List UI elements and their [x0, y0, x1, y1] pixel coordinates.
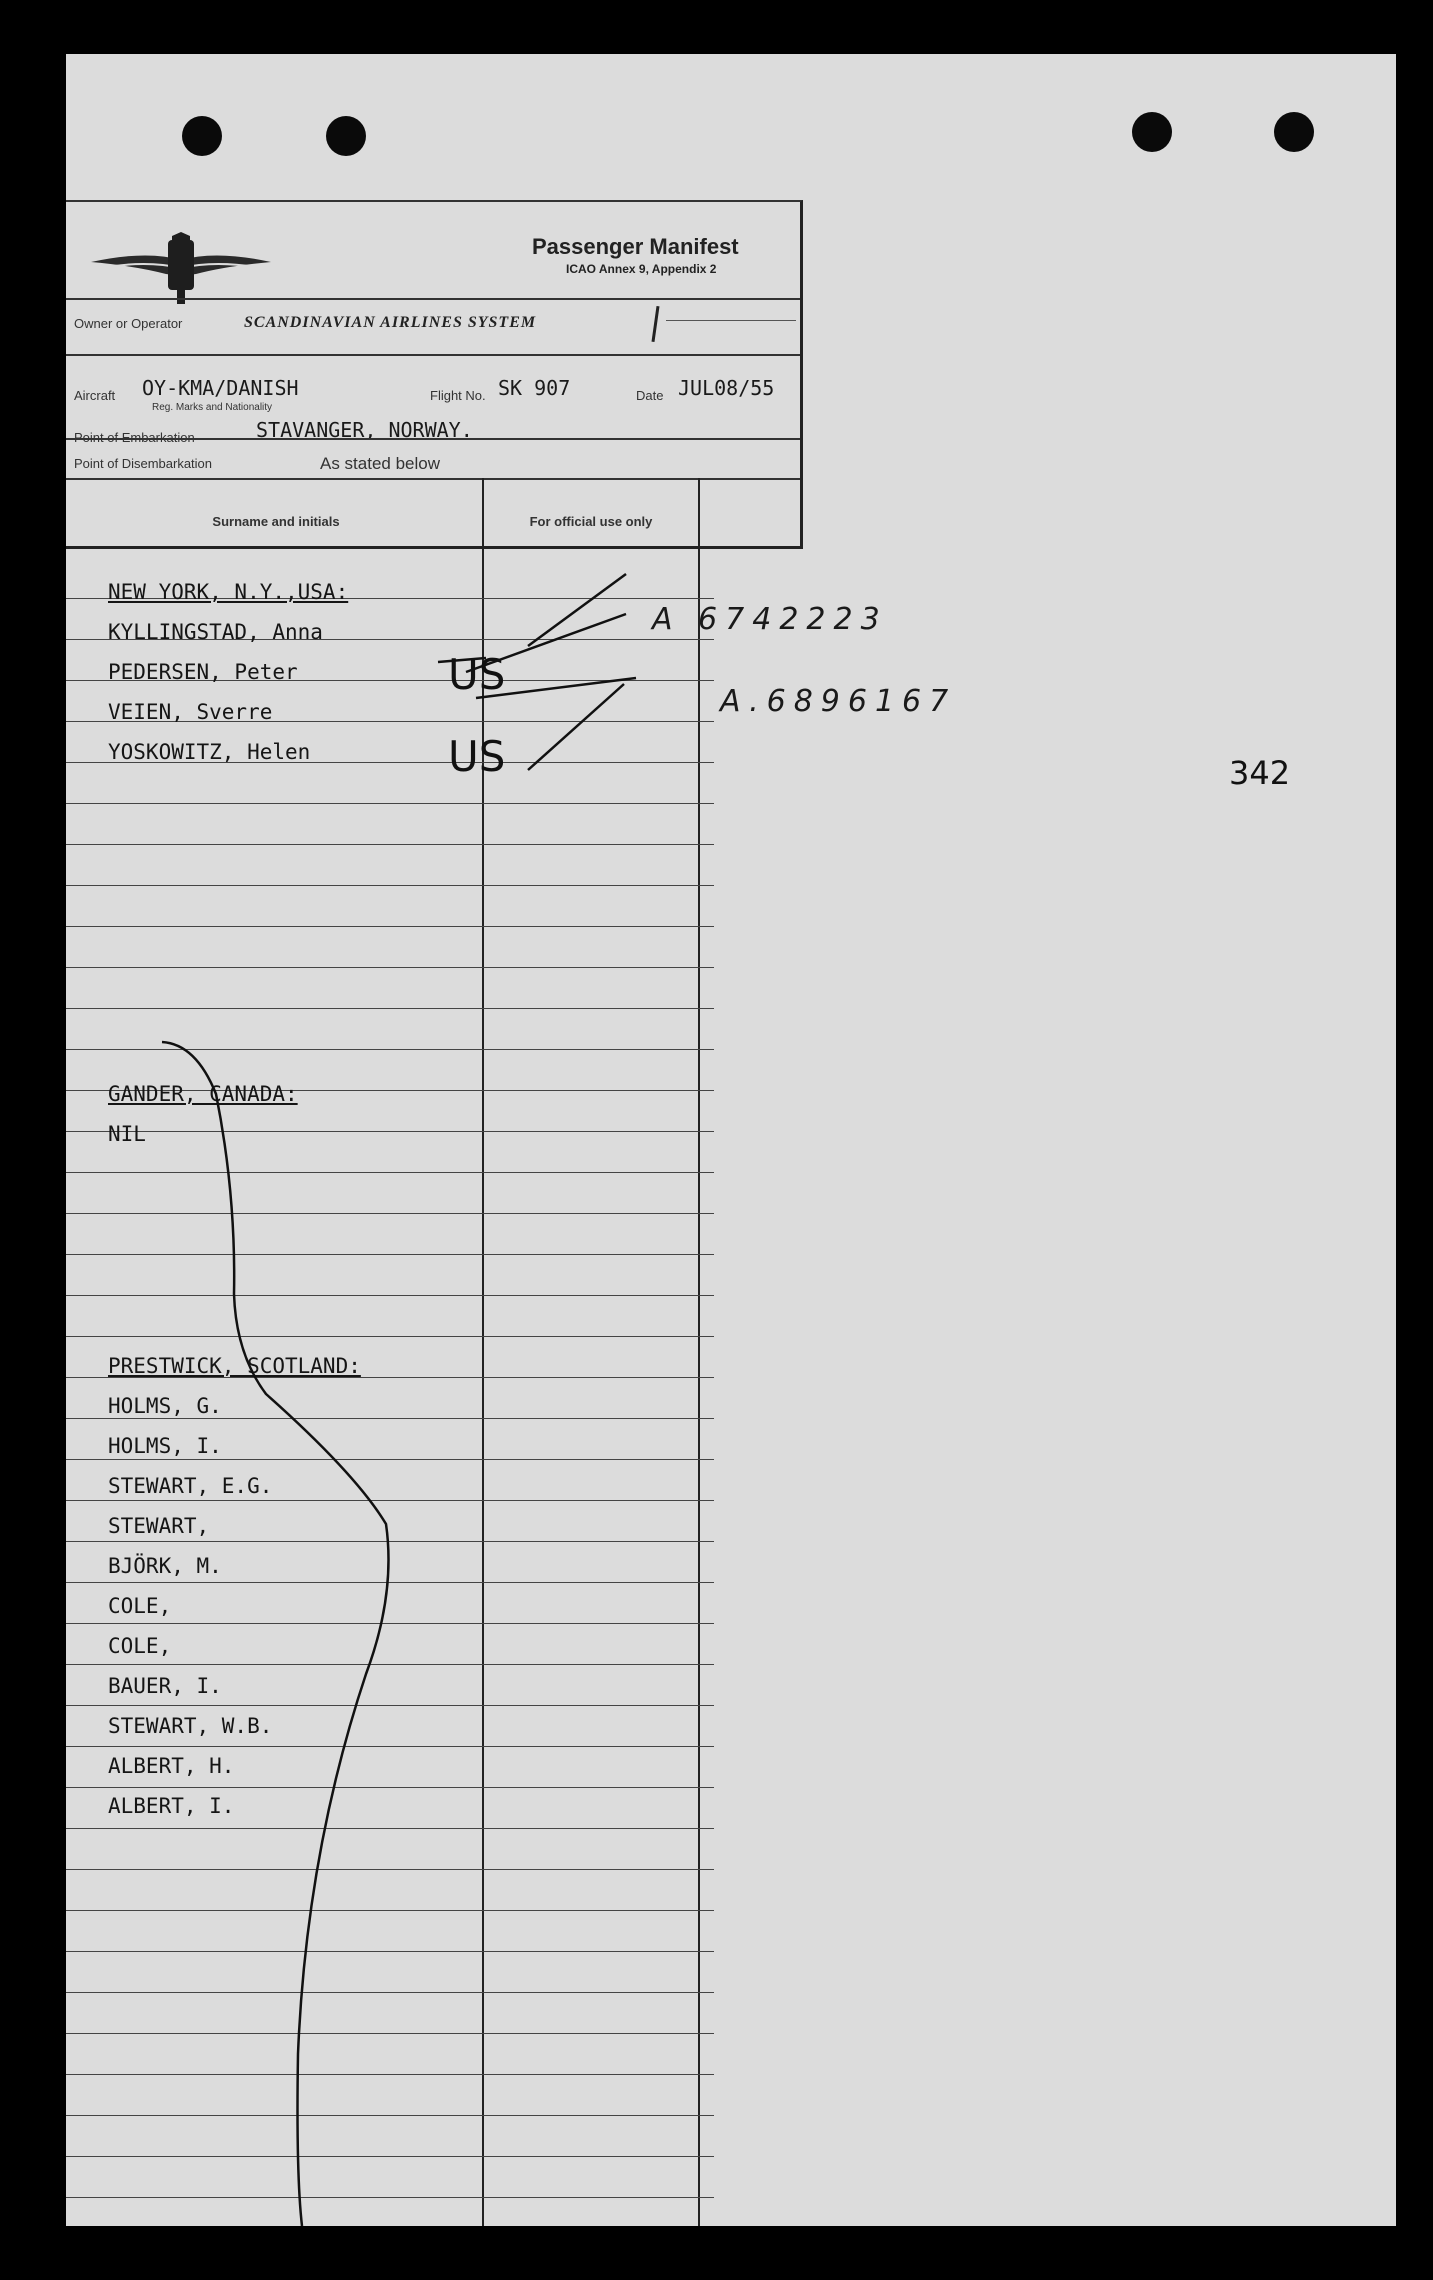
- passenger-entry: HOLMS, G.: [108, 1394, 222, 1418]
- disembarkation-value: As stated below: [320, 454, 441, 473]
- passenger-entry: NIL: [108, 1122, 146, 1146]
- passenger-entry: COLE,: [108, 1634, 172, 1658]
- passenger-entry: COLE,: [108, 1594, 172, 1618]
- official-column-header: For official use only: [529, 514, 653, 529]
- passenger-entry: VEIEN, Sverre: [108, 700, 273, 724]
- passenger-entry: PEDERSEN, Peter: [108, 660, 298, 684]
- page-number: 342: [1229, 754, 1291, 792]
- passenger-entry: STEWART, E.G.: [108, 1474, 273, 1498]
- section-heading: NEW YORK, N.Y.,USA:: [108, 580, 349, 604]
- official-mark-us: US: [448, 650, 506, 699]
- section-heading: GANDER, CANADA:: [108, 1082, 298, 1106]
- manifest-sheet: [66, 54, 1396, 2226]
- passenger-entry: STEWART,: [108, 1514, 210, 1538]
- passenger-entry: ALBERT, I.: [108, 1794, 235, 1818]
- flight-label: Flight No.: [430, 388, 486, 403]
- form-title: Passenger Manifest: [532, 234, 739, 259]
- handwritten-number: A.6896167: [720, 684, 957, 719]
- owner-value: SCANDINAVIAN AIRLINES SYSTEM: [244, 314, 537, 331]
- passenger-entry: KYLLINGSTAD, Anna: [108, 620, 323, 644]
- disembarkation-label: Point of Disembarkation: [74, 456, 213, 471]
- passenger-entry: HOLMS, I.: [108, 1434, 222, 1458]
- passenger-entry: BJÖRK, M.: [108, 1554, 222, 1578]
- passenger-entry: STEWART, W.B.: [108, 1714, 273, 1738]
- flight-value: SK 907: [498, 376, 571, 400]
- official-mark-us: US: [448, 732, 506, 781]
- embarkation-label: Point of Embarkation: [74, 430, 195, 445]
- owner-label: Owner or Operator: [74, 316, 183, 331]
- embarkation-value: STAVANGER, NORWAY.: [256, 418, 473, 442]
- passenger-entry: BAUER, I.: [108, 1674, 222, 1698]
- aircraft-label: Aircraft: [74, 388, 116, 403]
- aircraft-value: OY-KMA/DANISH: [142, 376, 299, 400]
- pen-marks: [66, 54, 1396, 2226]
- surname-column-header: Surname and initials: [212, 514, 340, 529]
- form-subtitle: ICAO Annex 9, Appendix 2: [566, 262, 717, 276]
- section-heading: PRESTWICK, SCOTLAND:: [108, 1354, 361, 1378]
- passenger-entry: YOSKOWITZ, Helen: [108, 740, 311, 764]
- date-label: Date: [636, 388, 664, 403]
- handwritten-number: A 6742223: [652, 602, 888, 637]
- passenger-entry: ALBERT, H.: [108, 1754, 235, 1778]
- aircraft-sublabel: Reg. Marks and Nationality: [152, 402, 273, 413]
- date-value: JUL08/55: [678, 376, 775, 400]
